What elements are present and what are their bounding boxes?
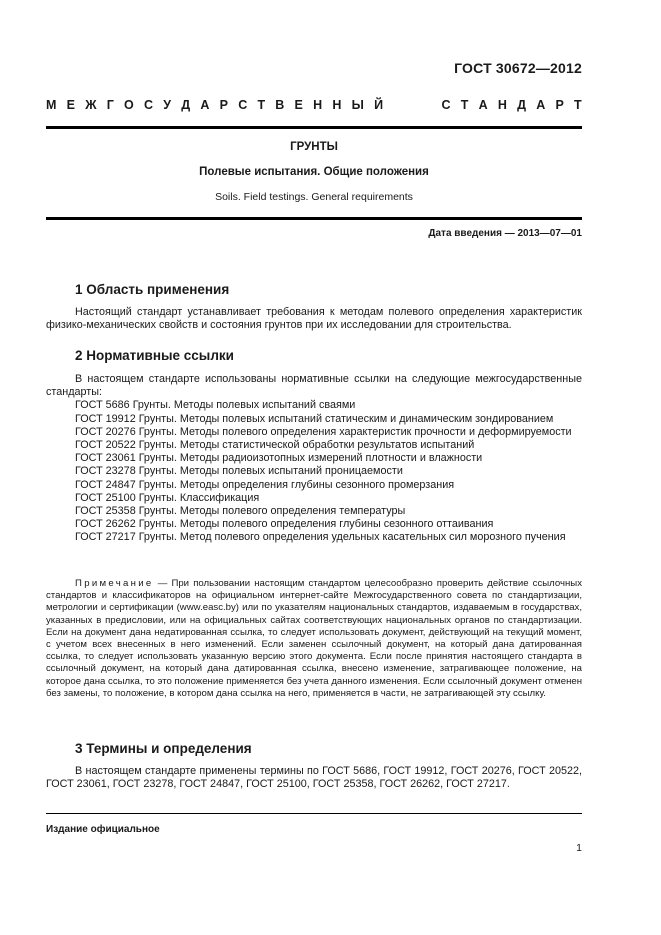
note-paragraph [46,578,582,700]
reference-item: ГОСТ 25100 Грунты. Классификация [75,491,260,504]
banner-letter: Т [574,98,582,112]
reference-item: ГОСТ 23278 Грунты. Методы полевых испытаний проницаемости [75,465,403,478]
banner-letter: Е [66,98,75,112]
banner-letter: Й [374,98,384,112]
title-bottom-rule [46,217,582,220]
section-1-paragraph: Настоящий стандарт устанавливает требования к методам полевого определения характеристик физико-механических свойств и состояния грунтов при их исследовании для строительства. [46,306,582,332]
banner-letter: Ж [85,98,97,112]
banner-letter: Н [497,98,507,112]
reference-item: ГОСТ 23061 Грунты. Методы радиоизотопных измерений плотности и влажности [75,452,483,465]
introduction-date: Дата введения — 2013—07—01 [428,228,582,239]
reference-item: ГОСТ 20276 Грунты. Методы полевого определения характеристик прочности и деформируемости [75,425,572,438]
reference-item: ГОСТ 5686 Грунты. Методы полевых испытаний сваями [75,399,356,412]
banner-letter: Д [517,98,527,112]
banner-letter: Р [219,98,228,112]
standard-number: ГОСТ 30672—2012 [454,60,582,76]
page-number: 1 [576,842,582,854]
banner-letter: Т [460,98,469,112]
section-2-intro: В настоящем стандарте использованы нормативные ссылки на следующие межгосударственные стандарты: [46,373,582,399]
banner-letter: М [46,98,57,112]
banner-letter: А [200,98,210,112]
banner-letter: А [478,98,488,112]
section-1-body [46,306,582,332]
section-3-paragraph: В настоящем стандарте применены термины по ГОСТ 5686, ГОСТ 19912, ГОСТ 20276, ГОСТ 20522, ГОСТ 23061, ГОСТ 23278, ГОСТ 24847, ГОСТ 25100, ГОСТ 25358, ГОСТ 26262, ГОСТ 27217. [46,765,582,791]
banner-letter: А [536,98,546,112]
section-2-note [46,578,582,700]
banner-letter: Г [106,98,114,112]
top-thick-rule [46,126,582,129]
footer-rule [46,813,582,814]
banner-letter: Н [332,98,342,112]
reference-item: ГОСТ 20522 Грунты. Методы статистической обработки результатов испытаний [75,439,475,452]
banner-letter: Е [294,98,303,112]
reference-item: ГОСТ 19912 Грунты. Методы полевых испытаний статическим и динамическим зондированием [75,412,554,425]
reference-item: ГОСТ 24847 Грунты. Методы определения глубины сезонного промерзания [75,478,455,491]
banner-letter: В [275,98,285,112]
banner-letter: Д [181,98,191,112]
banner-letter: У [163,98,172,112]
document-title: ГРУНТЫ [290,141,338,153]
banner-letter: С [144,98,154,112]
banner-letter: С [441,98,451,112]
note-text: — При пользовании настоящим стандартом целесообразно проверить действие ссылочных стандартов и классификаторов на официальном интернет-сайте Межгосударственного совета по стандартизации, метрологии и сертификации (www.easc.by) или по указателям национальных стандартов, издаваемым в государствах, указанных в предисловии, или на официальных сайтах соответствующих национальных органов по стандартизации. Если на документ дана недатированная ссылка, то следует использовать документ, действующий на текущий момент, с учетом всех внесенных в него изменений. Если заменен ссылочный документ, на который дана датированная ссылка, то следует использовать указанную версию этого документа. Если после принятия настоящего стандарта в ссылочный документ, на который дана датированная ссылка, внесено изменение, затрагивающее положение, на которое дана ссылка, то это положение применяется без учета данного изменения. Если ссылочный документ отменен без замены, то положение, в котором дана ссылка на него, применяется в части, не затрагивающей эту ссылку. [46,578,582,699]
section-1-heading: 1 Область применения [75,282,230,297]
section-2-heading: 2 Нормативные ссылки [75,348,234,363]
section-2-body [46,373,582,545]
note-label: Примечание [75,578,154,589]
reference-item: ГОСТ 25358 Грунты. Методы полевого определения температуры [75,505,406,518]
banner-letter: С [238,98,248,112]
reference-item: ГОСТ 26262 Грунты. Методы полевого определения глубины сезонного оттаивания [75,518,494,531]
banner-letter: Н [313,98,323,112]
banner-letter: Ы [351,98,364,112]
official-edition-label: Издание официальное [46,824,160,835]
document-subtitle: Полевые испытания. Общие положения [199,166,429,178]
banner-letter: Т [257,98,266,112]
interstate-standard-banner [46,98,582,112]
section-3-heading: 3 Термины и определения [75,741,252,756]
english-title: Soils. Field testings. General requirements [215,191,413,203]
banner-letter: О [124,98,134,112]
section-3-body [46,765,582,791]
banner-word-gap [393,98,431,112]
reference-item: ГОСТ 27217 Грунты. Метод полевого определения удельных касательных сил морозного пучения [75,531,566,544]
banner-letter: Р [555,98,564,112]
